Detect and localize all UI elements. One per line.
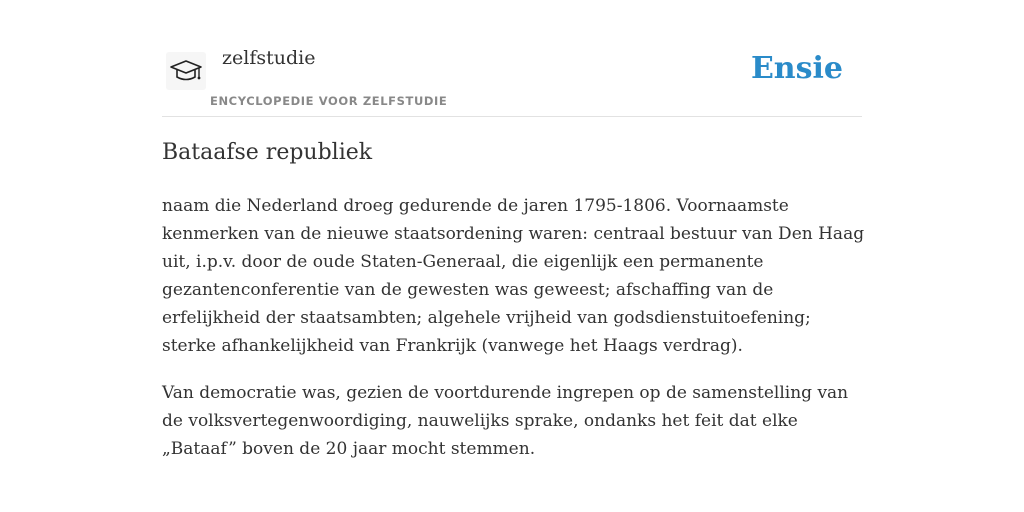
paragraph-line: sterke afhankelijkheid van Frankrijk (vanwege het Haags verdrag).	[162, 336, 743, 356]
site-name[interactable]: zelfstudie	[222, 47, 316, 69]
graduation-cap-icon[interactable]	[166, 52, 206, 90]
article-paragraph	[162, 192, 865, 360]
paragraph-line: „Bataaf” boven de 20 jaar mocht stemmen.	[162, 439, 536, 459]
article-body	[162, 192, 865, 482]
paragraph-line: naam die Nederland droeg gedurende de jaren 1795-1806. Voornaamste	[162, 196, 789, 216]
paragraph-line: uit, i.p.v. door de oude Staten-Generaal, die eigenlijk een permanente	[162, 252, 764, 272]
paragraph-line: kenmerken van de nieuwe staatsordening waren: centraal bestuur van Den Haag	[162, 224, 865, 244]
paragraph-line: erfelijkheid der staatsambten; algehele vrijheid van godsdienstuitoefening;	[162, 308, 811, 328]
paragraph-line: gezantenconferentie van de gewesten was geweest; afschaffing van de	[162, 280, 774, 300]
paragraph-line: Van democratie was, gezien de voortdurende ingrepen op de samenstelling van	[162, 383, 849, 403]
paragraph-line: de volksvertegenwoordiging, nauwelijks sprake, ondanks het feit dat elke	[162, 411, 798, 431]
article-paragraph	[162, 379, 858, 463]
site-tagline: ENCYCLOPEDIE VOOR ZELFSTUDIE	[210, 94, 448, 108]
site-header	[162, 0, 862, 117]
page-title: Bataafse republiek	[162, 140, 373, 165]
brand-logo-link[interactable]: Ensie	[750, 51, 843, 86]
